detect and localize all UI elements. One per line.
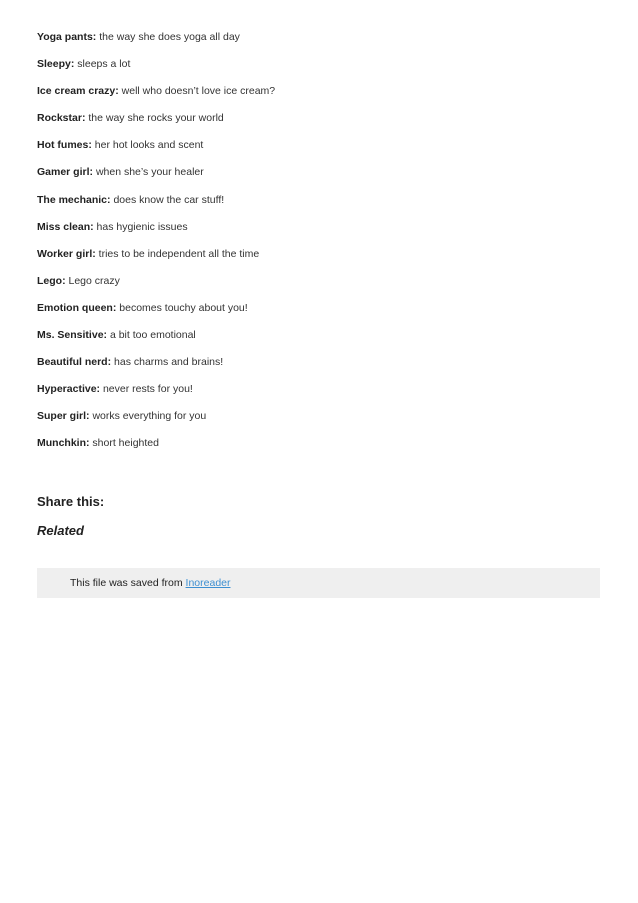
related-heading: Related [37, 523, 84, 538]
nickname-term: Munchkin: [37, 437, 90, 450]
nickname-term: Rockstar: [37, 112, 86, 125]
nickname-description: well who doesn’t love ice cream? [121, 85, 276, 98]
nickname-description: the way she does yoga all day [99, 31, 240, 43]
nickname-term: Emotion queen: [37, 301, 117, 314]
saved-from-footer [37, 568, 600, 598]
nickname-description: her hot looks and scent [94, 139, 204, 152]
nickname-description: tries to be independent all the time [98, 247, 260, 260]
nickname-description: does know the car stuff! [113, 193, 225, 206]
list-item [37, 112, 275, 139]
nickname-term: Hyperactive: [37, 383, 101, 396]
nickname-list [37, 31, 275, 465]
list-item [37, 275, 275, 302]
inoreader-link[interactable]: Inoreader [185, 577, 231, 589]
nickname-description: has hygienic issues [96, 220, 188, 233]
list-item [37, 85, 275, 112]
nickname-term: Ice cream crazy: [37, 85, 119, 98]
list-item [37, 139, 275, 166]
nickname-description: never rests for you! [102, 383, 193, 396]
nickname-description: Lego crazy [68, 274, 120, 287]
list-item [37, 248, 275, 275]
nickname-term: Gamer girl: [37, 166, 94, 179]
list-item [37, 302, 275, 329]
footer-label: This file was saved from [70, 577, 183, 589]
nickname-term: Lego: [37, 274, 66, 287]
nickname-description: sleeps a lot [77, 58, 131, 71]
nickname-description: works everything for you [92, 410, 207, 423]
nickname-term: Sleepy: [37, 58, 75, 71]
list-item [37, 329, 275, 356]
nickname-description: becomes touchy about you! [119, 301, 248, 314]
nickname-description: a bit too emotional [109, 329, 196, 342]
nickname-description: short heighted [92, 437, 159, 450]
nickname-term: Ms. Sensitive: [37, 329, 108, 342]
list-item [37, 356, 275, 383]
share-heading: Share this: [37, 494, 105, 509]
nickname-description: when she’s your healer [95, 166, 204, 179]
list-item [37, 410, 275, 437]
nickname-description: the way she rocks your world [88, 112, 224, 125]
list-item [37, 383, 275, 410]
nickname-term: Hot fumes: [37, 139, 92, 152]
nickname-term: Super girl: [37, 410, 90, 423]
nickname-term: Miss clean: [37, 220, 94, 233]
nickname-description: has charms and brains! [114, 356, 224, 369]
nickname-term: Worker girl: [37, 247, 96, 260]
nickname-term: The mechanic: [37, 193, 111, 206]
nickname-term: Beautiful nerd: [37, 356, 112, 369]
list-item [37, 166, 275, 193]
footer-text [70, 577, 231, 589]
list-item [37, 31, 275, 58]
list-item [37, 194, 275, 221]
list-item [37, 437, 275, 464]
list-item [37, 58, 275, 85]
nickname-term: Yoga pants: [37, 31, 97, 43]
list-item [37, 221, 275, 248]
